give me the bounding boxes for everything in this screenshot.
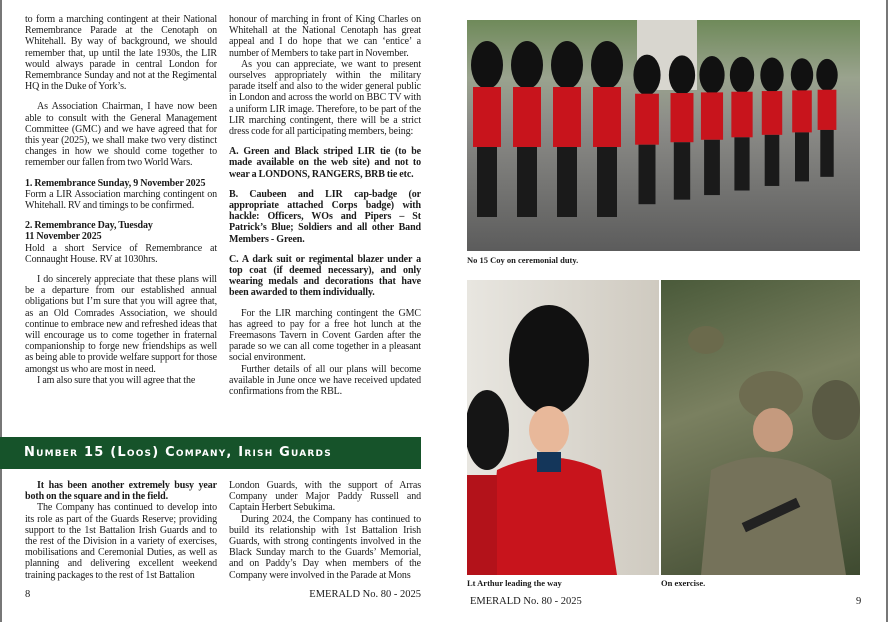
- guardsman: [473, 87, 501, 147]
- paragraph: honour of marching in front of King Charles on Whitehall at the National Cenotaph has great appeal and I do hope that we can ‘entice’ a number of Members to take part in November.: [229, 14, 421, 59]
- guardsman: [639, 145, 656, 205]
- guardsman: [730, 57, 754, 93]
- left-column-1b: [25, 480, 217, 581]
- guardsman: [816, 59, 837, 91]
- paragraph: Form a LIR Association marching contingent on Whitehall. RV and timings to be confirmed.: [25, 188, 217, 212]
- paragraph: The Company has continued to develop into its role as part of the Guards Reserve; providing support to the 1st Battalion Irish Guards and to the rest of the Division in a variety of exercises, mobilisations and Ceremonial Duties, as well as planning and delivering excellent weekend training packages to the rest of 1st Battalion: [25, 502, 217, 581]
- guardsman: [701, 92, 723, 139]
- dress-code-b: B. Caubeen and LIR cap-badge (or appropriate attached Corps badge) with hackle: Officers, WOs and Pipers – St Patrick’s Blue; Soldiers and all other Band Members - Green.: [229, 188, 421, 245]
- guardsman: [704, 140, 720, 195]
- subheading: 2. Remembrance Day, Tuesday 11 November 2025: [25, 220, 153, 243]
- guardsman: [471, 41, 503, 89]
- photo-ceremonial-parade: [467, 20, 860, 251]
- left-footer-row: [0, 581, 421, 600]
- guardsman: [551, 41, 583, 89]
- guardsman: [593, 87, 621, 147]
- guardsman: [792, 90, 812, 132]
- photo-lt-arthur: [467, 280, 659, 575]
- dress-code-c: C. A dark suit or regimental blazer under a top coat (if deemed necessary), and only wearing medals and decorations that have been awarded to them individually.: [229, 253, 421, 299]
- caption-lt-arthur: Lt Arthur leading the way: [467, 578, 562, 588]
- paragraph: As you can appreciate, we want to present ourselves appropriately within the military parade itself and also to the wider general public in London and across the world on BBC TV with a uniform LIR image. Therefore, to be part of the LIR marching contingent, there will be a strict dress code for all participating members, being:: [229, 58, 421, 138]
- guardsman: [765, 135, 780, 186]
- paragraph: I do sincerely appreciate that these plans will be a departure from our established annual obligations but I’m sure that you will agree that, as an Old Comrades Association, we should continue to embrace new and refreshed ideas that will encourage us to come together in fraternal companionship to forge new friendships as well as being able to provide welfare support for those amongst us who are most in need.: [25, 274, 217, 375]
- paragraph: It has been another extremely busy year both on the square and in the field.: [25, 480, 217, 503]
- guardsmen-illustration: [467, 20, 860, 251]
- caption-exercise: On exercise.: [661, 578, 706, 588]
- paragraph: During 2024, the Company has continued to build its relationship with 1st Battalion Irish Guards, with strong contingents involved in the Black Sunday march to the Guards’ Memorial, and on Paddy’s Day when members of the Company were involved in the Parade at Mons: [229, 513, 421, 581]
- guardsman: [818, 90, 837, 130]
- page-number-right: 9: [856, 596, 862, 607]
- guardsman: [557, 147, 577, 217]
- guardsman: [820, 130, 833, 177]
- section-banner: Number 15 (Loos) Company, Irish Guards: [0, 437, 421, 469]
- guardsman: [760, 57, 783, 92]
- guardsman: [511, 41, 543, 89]
- guardsman: [734, 137, 749, 190]
- photo-exercise: [661, 280, 860, 575]
- guardsman: [762, 91, 782, 135]
- footer-right: EMERALD No. 80 - 2025: [470, 596, 582, 607]
- paragraph: Hold a short Service of Remembrance at Connaught House. RV at 1030hrs.: [25, 242, 217, 265]
- paragraph: As Association Chairman, I have now been able to consult with the General Management Committee (GMC) and we have agreed that for this year (2025), we shall make two very distinct changes in how we should come together to remember our fallen from two World Wars.: [25, 101, 217, 169]
- paragraph: I am also sure that you will agree that the: [37, 374, 196, 386]
- guardsman: [591, 41, 623, 89]
- caption-ceremonial: No 15 Coy on ceremonial duty.: [467, 255, 579, 265]
- page-number-left: 8: [25, 588, 31, 600]
- left-column-2: [229, 14, 421, 397]
- paragraph: Further details of all our plans will become available in June once we have received updated confirmations from the RBL.: [229, 363, 421, 398]
- dress-code-a: A. Green and Black striped LIR tie (to be made available on the web site) and not to wear a LONDONS, RANGERS, BRB tie etc.: [229, 146, 421, 180]
- left-page: [0, 14, 421, 600]
- subheading: 1. Remembrance Sunday, 9 November 2025: [25, 177, 206, 189]
- guardsman: [477, 147, 497, 217]
- top-columns: [0, 14, 421, 435]
- guardsman: [791, 58, 813, 92]
- guardsman: [699, 56, 724, 94]
- officer-illustration: [467, 280, 659, 575]
- soldiers-illustration: [661, 280, 860, 575]
- left-column-1: [25, 14, 217, 386]
- guardsman: [669, 55, 695, 94]
- paragraph: London Guards, with the support of Arras Company under Major Paddy Russell and Captain Herbert Sebukima.: [229, 480, 421, 514]
- guardsman: [795, 132, 809, 181]
- paragraph: For the LIR marching contingent the GMC has agreed to pay for a free hot lunch at the Freemasons Tavern in Covent Garden after the parade so we can all come together in a pleasant social environment.: [229, 307, 421, 364]
- guardsman: [553, 87, 581, 147]
- guardsman: [731, 92, 752, 138]
- guardsman: [635, 94, 659, 145]
- bottom-columns: [0, 480, 421, 581]
- guardsman: [513, 87, 541, 147]
- guardsman: [633, 55, 660, 96]
- guardsman: [517, 147, 537, 217]
- guardsman: [671, 93, 694, 142]
- guardsman: [597, 147, 617, 217]
- paragraph: to form a marching contingent at their National Remembrance Parade at the Cenotaph on Whitehall. By way of background, we should remember that, up until the late 1930s, the LIR would always parade in central London for Remembrance Sunday and not at the Regimental HQ in the Duke of York’s.: [25, 14, 217, 93]
- guardsman: [674, 142, 690, 199]
- footer-left: EMERALD No. 80 - 2025: [309, 588, 421, 600]
- left-column-2b: [229, 480, 421, 581]
